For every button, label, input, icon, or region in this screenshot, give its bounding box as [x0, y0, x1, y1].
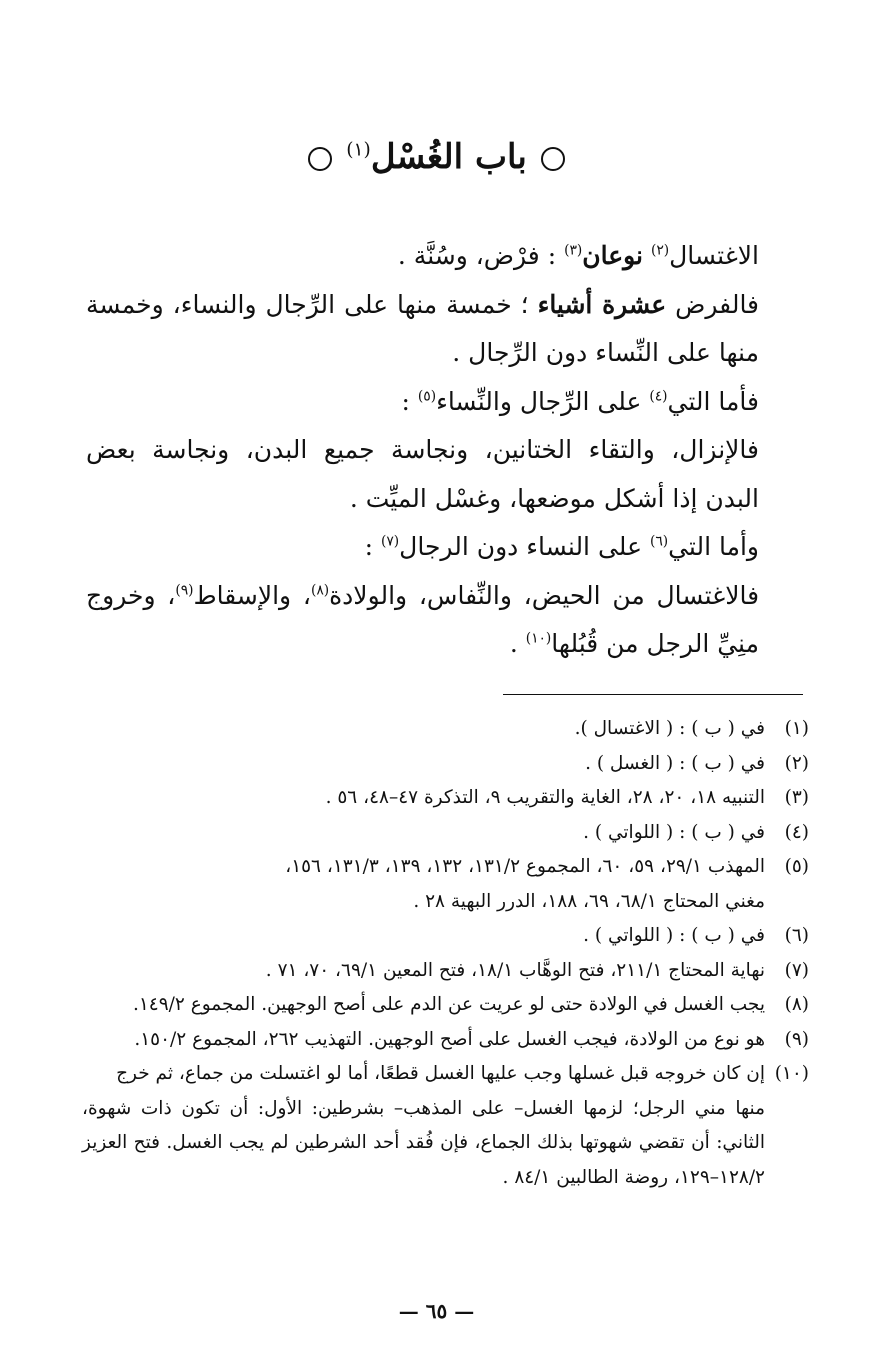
footnote	[82, 919, 809, 954]
paragraph	[86, 426, 809, 523]
text-run: على النساء دون الرجال	[399, 532, 650, 561]
text-run: .	[509, 629, 526, 658]
paragraph	[86, 232, 809, 281]
footnote-text: إن كان خروجه قبل غسلها وجب عليها الغسل قطعًا، أما لو اغتسلت من جماع، ثم خرج	[116, 1063, 765, 1084]
footnote-number: (٦)	[784, 925, 809, 946]
text-run: ، وخروج منِيِّ الرجل من قُبُلها	[86, 580, 759, 658]
footnote-text: التنبيه ١٨، ٢٠، ٢٨، الغاية والتقريب ٩، التذكرة ٤٧–٤٨، ٥٦ .	[325, 787, 765, 808]
bold-text-run: نوعان	[582, 241, 643, 270]
footnote	[82, 954, 809, 989]
footnote-divider	[503, 694, 803, 695]
main-text	[86, 232, 809, 669]
footnote-continuation: منها مني الرجل؛ لزمها الغسل– على المذهب– بشرطين: الأول: أن تكون ذات شهوة، الثاني: أن تقضي شهوتها بذلك الجماع، فإن فُقد أحد الشرطين لم يجب الغسل. فتح العزيز ١٢٨/٢–١٢٩، روضة الطالبين ٨٤/١ .	[82, 1097, 765, 1188]
chapter-title-text: باب الغُسْل	[370, 137, 527, 177]
footnote-number: (٨)	[784, 994, 809, 1015]
footnote-number: (٤)	[784, 821, 809, 843]
footnote	[82, 1023, 809, 1058]
footnote-ref: (١)	[346, 139, 371, 161]
footnote	[82, 816, 809, 851]
footnote-ref: (٤)	[649, 388, 668, 405]
footnote-text: في ( ب ) : ( الاغتسال ).	[574, 718, 765, 739]
text-run: فالإنزال، والتقاء الختانين، ونجاسة جميع البدن، ونجاسة بعض البدن إذا أشكل موضعها، وغسْل الميِّت .	[86, 435, 759, 513]
footnote-number: (١)	[784, 718, 809, 739]
footnote-number: (١٠)	[774, 1063, 809, 1084]
circle-ornament-icon	[308, 147, 332, 171]
footnote-number: (٧)	[784, 959, 809, 981]
footnote	[82, 781, 809, 816]
footnote-text: يجب الغسل في الولادة حتى لو عريت عن الدم على أصح الوجهين. المجموع ١٤٩/٢.	[132, 994, 765, 1015]
footnote	[82, 850, 809, 885]
footnote-number: (٢)	[784, 752, 809, 774]
footnote-ref: (٦)	[649, 533, 669, 550]
footnote-text: في ( ب ) : ( اللواتي ) .	[583, 925, 765, 946]
circle-ornament-icon	[541, 147, 565, 171]
paragraph	[86, 378, 809, 427]
text-run: :	[401, 386, 418, 416]
text-run: فالفرض	[666, 289, 760, 319]
paragraph	[86, 523, 809, 572]
text-run: :	[364, 532, 382, 561]
footnote-ref: (٥)	[417, 388, 437, 405]
footnotes	[82, 712, 809, 1195]
paragraph	[86, 281, 809, 378]
text-run: الاغتسال	[669, 241, 759, 270]
chapter-title	[0, 132, 873, 182]
footnote-number: (٩)	[784, 1028, 809, 1050]
footnote	[82, 1057, 809, 1092]
footnote	[82, 988, 809, 1023]
page-number: — ٦٥ —	[398, 1299, 475, 1323]
footnote-text: هو نوع من الولادة، فيجب الغسل على أصح الوجهين. التهذيب ٢٦٢، المجموع ١٥٠/٢.	[134, 1028, 765, 1050]
bold-text-run: عشرة أشياء	[537, 289, 667, 319]
footnote-text: في ( ب ) : ( الغسل ) .	[585, 752, 765, 774]
text-run: على الرِّجال والنِّساء	[436, 386, 650, 416]
text-run: وأما التي	[668, 532, 759, 561]
footnote-number: (٥)	[784, 856, 809, 877]
text-run: : فرْض، وسُنَّة .	[397, 241, 565, 270]
footnote	[82, 747, 809, 782]
text-run: ؛ خمسة منها على الرِّجال والنساء، وخمسة منها على النِّساء دون الرِّجال .	[86, 289, 759, 367]
footnote-ref: (٨)	[310, 582, 330, 599]
footnote-text: نهاية المحتاج ٢١١/١، فتح الوهَّاب ١٨/١، فتح المعين ٦٩/١، ٧٠، ٧١ .	[265, 959, 765, 981]
paragraph	[86, 572, 809, 669]
text-run: فأما التي	[667, 386, 759, 416]
text-run: ، والإسقاط	[193, 580, 311, 610]
footnote-number: (٣)	[784, 787, 809, 808]
footnote-ref: (٣)	[564, 242, 583, 259]
footnote-text: في ( ب ) : ( اللواتي ) .	[583, 821, 765, 843]
footnote-ref: (٩)	[175, 582, 194, 599]
footnote-ref: (٧)	[381, 533, 400, 550]
footnote-text: المهذب ٢٩/١، ٥٩، ٦٠، المجموع ١٣١/٢، ١٣٢، ١٣٩، ١٣١/٣، ١٥٦،	[285, 856, 765, 877]
footnote-ref: (٢)	[650, 242, 670, 259]
footnote-ref: (١٠)	[525, 630, 552, 647]
text-run: فالاغتسال من الحيض، والنِّفاس، والولادة	[329, 580, 760, 610]
footnote-continuation: مغني المحتاج ٦٨/١، ٦٩، ١٨٨، الدرر البهية ٢٨ .	[413, 890, 765, 912]
footnote	[82, 712, 809, 747]
